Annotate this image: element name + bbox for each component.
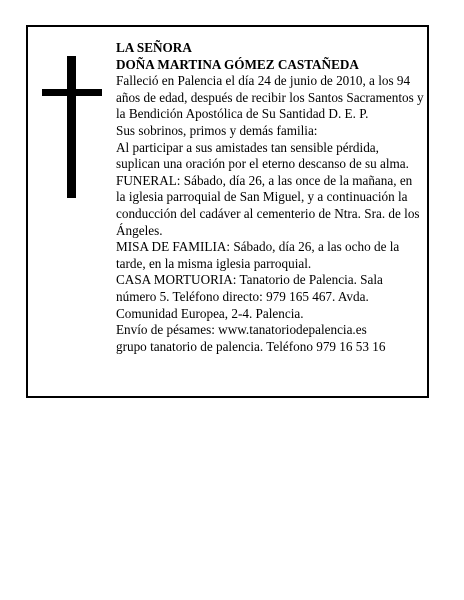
funeral-details: FUNERAL: Sábado, día 26, a las once de la mañana, en la iglesia parroquial de San Miguel, y a continuación la conducción del cadáver al cementerio de Ntra. Sra. de los Ángeles. [116, 172, 420, 238]
funeral-group-phone: grupo tanatorio de palencia. Teléfono 979 16 53 16 [116, 338, 386, 354]
latin-cross-icon [42, 56, 102, 198]
prayer-request: Al participar a sus amistades tan sensible pérdida, suplican una oración por el eterno descanso de su alma. [116, 139, 409, 172]
notice-body [116, 40, 424, 355]
funeral-home-details: CASA MORTUORIA: Tanatorio de Palencia. Sala número 5. Teléfono directo: 979 165 467. Avda. Comunidad Europea, 2-4. Palencia. [116, 272, 383, 321]
deceased-title: LA SEÑORA [116, 40, 192, 55]
cross-vertical-bar [67, 56, 76, 198]
cross-horizontal-bar [42, 89, 102, 96]
obituary-notice [26, 25, 429, 398]
death-announcement: Falleció en Palencia el día 24 de junio de 2010, a los 94 años de edad, después de recibir los Santos Sacramentos y la Bendición Apostólica de Su Santidad D. E. P. [116, 73, 424, 122]
deceased-name: DOÑA MARTINA GÓMEZ CASTAÑEDA [116, 56, 359, 72]
family-mass-details: MISA DE FAMILIA: Sábado, día 26, a las ocho de la tarde, en la misma iglesia parroquial. [116, 239, 400, 271]
condolences-website: Envío de pésames: www.tanatoriodepalencia.es [116, 322, 367, 338]
family-line: Sus sobrinos, primos y demás familia: [116, 122, 318, 138]
